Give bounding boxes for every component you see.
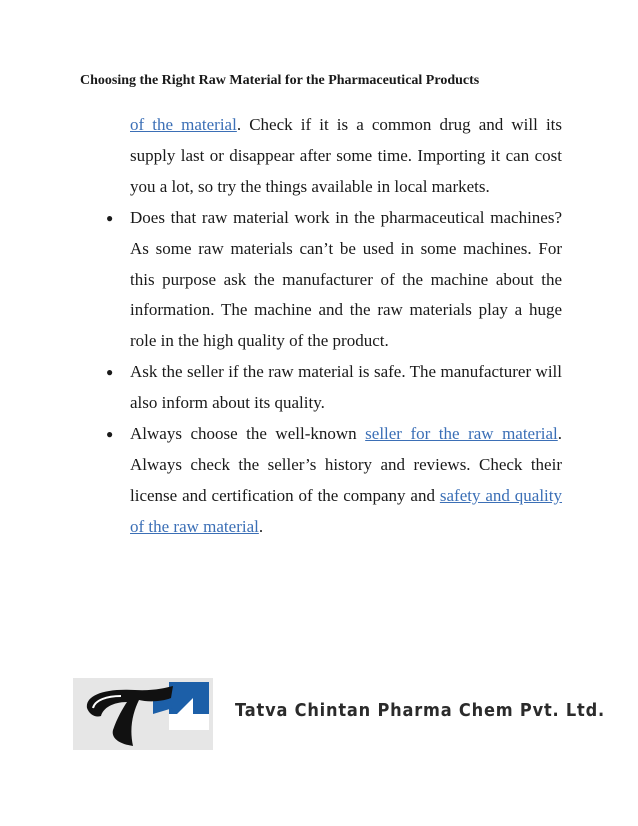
page-heading: Choosing the Right Raw Material for the Pharmaceutical Products (80, 73, 480, 88)
bullet-text-middle: . Always check the seller’s history and reviews. Check their license and certification of the company and (130, 424, 563, 505)
bullet-icon: ● (106, 365, 114, 380)
bullet-text-before: Always choose the well-known (130, 424, 366, 444)
bullet-text: Ask the seller if the raw material is safe. The manufacturer will also inform about its quality. (130, 362, 562, 413)
intro-paragraph (130, 110, 562, 203)
bullet-icon: ● (106, 210, 114, 225)
safety-quality-link[interactable]: safety and quality of the raw material (130, 485, 563, 536)
document-body (106, 110, 563, 543)
logo-graphic (73, 678, 213, 750)
company-footer (73, 678, 605, 753)
bullet-icon: ● (106, 427, 114, 442)
tatva-chintan-logo-icon (73, 678, 213, 750)
intro-text: . Check if it is a common drug and will its supply last or disappear after some time. Importing it can cost you a lot, so try the things available in local markets. (130, 115, 562, 196)
list-item (106, 419, 563, 543)
list-item (106, 203, 562, 358)
company-name: Tatva Chintan Pharma Chem Pvt. Ltd. (235, 700, 605, 721)
list-item (106, 357, 562, 419)
bullet-text: Does that raw material work in the pharmaceutical machines? As some raw materials can’t be used in some machines. For this purpose ask the manufacturer of the machine about the information. The machine and the raw materials play a huge role in the high quality of the product. (130, 207, 562, 351)
bullet-text-after: . (258, 516, 264, 536)
seller-link[interactable]: seller for the raw material (365, 424, 558, 444)
material-link[interactable]: of the material (130, 115, 237, 134)
